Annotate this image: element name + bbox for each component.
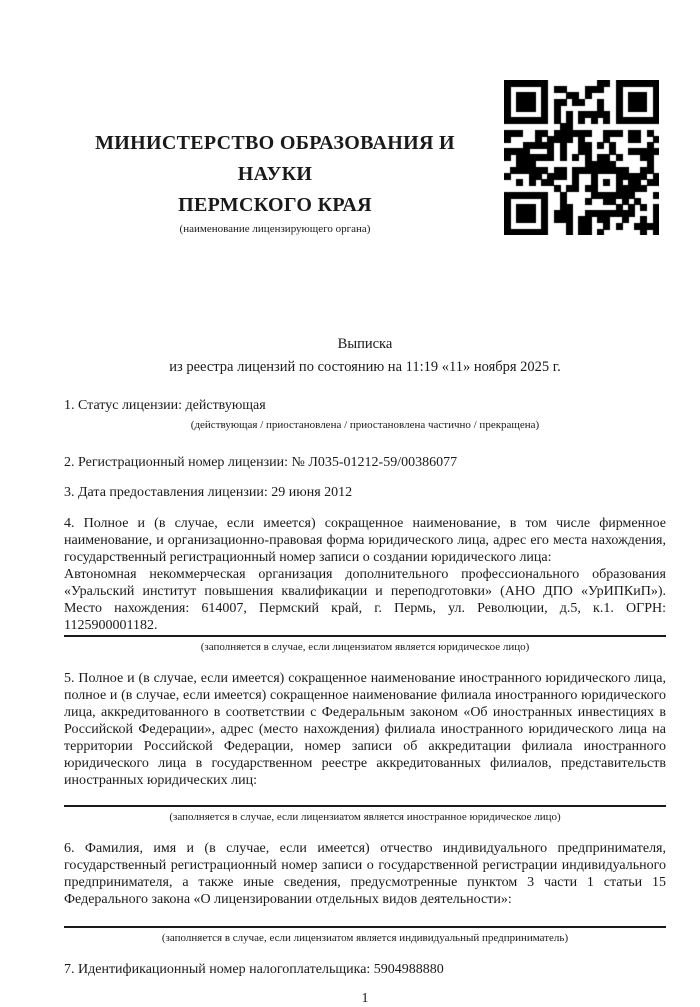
- registration-number-text: 2. Регистрационный номер лицензии: № Л035-01212-59/00386077: [64, 455, 458, 470]
- item-individual-entrepreneur: [64, 840, 666, 946]
- authority-caption: (наименование лицензирующего органа): [179, 223, 371, 235]
- document-title-line2: из реестра лицензий по состоянию на 11:19 «11» ноября 2025 г.: [169, 359, 561, 375]
- foreign-entity-clause: 5. Полное и (в случае, если имеется) сокращенное наименование иностранного юридического лица, полное и (в случае, если имеется) сокращенное наименование филиала иностранного юридического лица, аккредитованного в соответствии с Федеральным законом «Об иностранных инвестициях в Российской Федерации», адрес (место нахождения) филиала иностранного юридического лица на территории Российской Федерации, номер записи об аккредитации филиала иностранного юридического лица в государственном реестре аккредитованных филиалов, представительств иностранных юридических лиц:: [64, 671, 666, 788]
- document-content: [64, 0, 666, 1007]
- document-title: [64, 333, 666, 379]
- item-registration-number: [64, 454, 666, 471]
- authority-name-line1: МИНИСТЕРСТВО ОБРАЗОВАНИЯ И НАУКИ: [95, 132, 455, 185]
- taxpayer-number-text: 7. Идентификационный номер налогоплательщика: 5904988880: [64, 962, 444, 977]
- item-legal-entity: [64, 515, 666, 655]
- item-foreign-entity: [64, 670, 666, 825]
- grant-date-text: 3. Дата предоставления лицензии: 29 июня 2012: [64, 485, 353, 500]
- document-title-line1: Выписка: [337, 336, 393, 352]
- authority-name-line2: ПЕРМСКОГО КРАЯ: [178, 194, 372, 216]
- item-license-status: [64, 397, 666, 433]
- authority-name: [64, 128, 486, 221]
- license-status-text: 1. Статус лицензии: действующая: [64, 398, 266, 413]
- license-status-note: (действующая / приостановлена / приостановлена частично / прекращена): [190, 419, 540, 431]
- item-taxpayer-number: [64, 961, 666, 978]
- item-grant-date: [64, 484, 666, 501]
- legal-entity-fill-rule: [64, 635, 666, 637]
- foreign-entity-note: (заполняется в случае, если лицензиатом является иностранное юридическое лицо): [169, 811, 561, 823]
- individual-entrepreneur-fill-rule: [64, 926, 666, 928]
- foreign-entity-fill-rule: [64, 805, 666, 807]
- page-number: 1: [361, 991, 369, 1006]
- individual-entrepreneur-note: (заполняется в случае, если лицензиатом является индивидуальный предприниматель): [161, 932, 569, 944]
- legal-entity-value: Автономная некоммерческая организация дополнительного профессионального образования «Уральский институт повышения квалификации и переподготовки» (АНО ДПО «УрИПКиП»). Место нахождения: 614007, Пермский край, г. Пермь, ул. Революции, д.5, к.1. ОГРН: 1125900001182.: [64, 567, 666, 633]
- licensing-authority-header: [64, 128, 486, 237]
- individual-entrepreneur-clause: 6. Фамилия, имя и (в случае, если имеется) отчество индивидуального предпринимателя, государственный регистрационный номер записи о государственной регистрации индивидуального предпринимателя, а также иные сведения, предусмотренные пунктом 3 части 1 статьи 15 Федерального закона «О лицензировании отдельных видов деятельности»:: [64, 841, 666, 907]
- legal-entity-note: (заполняется в случае, если лицензиатом является юридическое лицо): [200, 641, 530, 653]
- legal-entity-clause: 4. Полное и (в случае, если имеется) сокращенное наименование, в том числе фирменное наименование, и организационно-правовая форма юридического лица, адрес его места нахождения, государственный регистрационный номер записи о создании юридического лица:: [64, 516, 666, 565]
